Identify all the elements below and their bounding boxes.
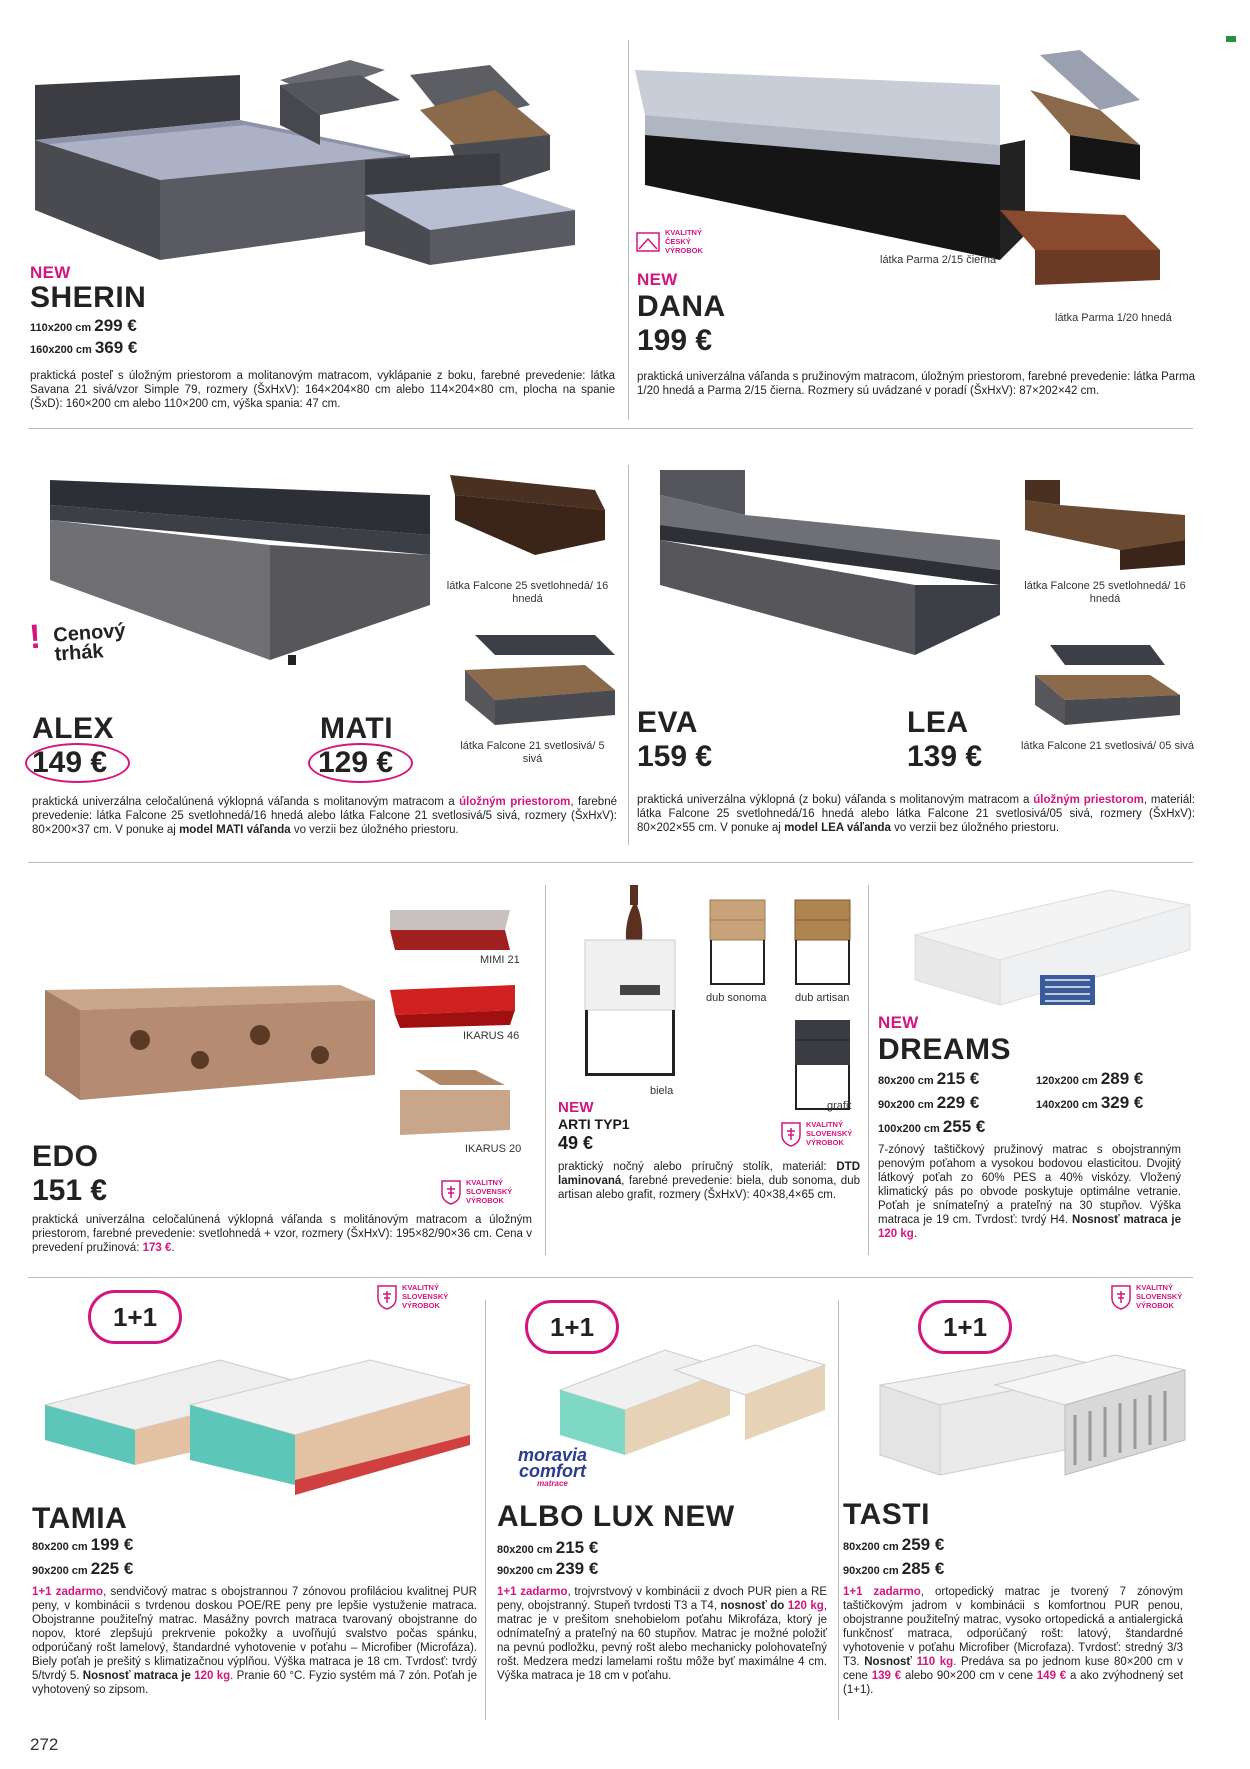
edo-ikarus46-image: [385, 980, 520, 1030]
dana-open-image: [1030, 50, 1140, 180]
divider: [545, 885, 546, 1255]
dana-fabric-caption-brown: látka Parma 1/20 hnedá: [1055, 312, 1172, 324]
arti-name: ARTI TYP1: [558, 1116, 630, 1132]
exclamation-icon: !: [28, 617, 43, 657]
edo-description: praktická univerzálna celočalúnená výklopná váľanda s molitánovým matracom a úložným priestorom, farebné prevedenie: svetlohnedá + vzor, rozmery (ŠxHxV): 195×82/90×36 cm. Cena v prevedení pružinová: 173 €.: [32, 1214, 532, 1254]
dreams-description: 7-zónový taštičkový pružinový matrac s obojstranným penovým poťahom a vysokou bodovou elasticitou. Dvojitý látkový poťah zo 60% PES a 40% viskózy. Vložený klimatický pás po obvode poskytuje optimálne vetranie. Poťah je snímateľný a prateľný na 30 stupňov. Výška matraca je 19 cm. Tvrdosť: tvrdý H4. Nosnosť matraca je 120 kg.: [878, 1144, 1181, 1240]
albo-price-row-2: 90x200 cm 239 €: [497, 1559, 599, 1578]
slovak-product-icon: [376, 1284, 398, 1310]
divider: [838, 1300, 839, 1720]
tasti-price-row-1: 80x200 cm 259 €: [843, 1535, 945, 1554]
eva-bed-image: [655, 465, 1010, 665]
mati-name: MATI: [320, 712, 394, 745]
tamia-description: 1+1 zadarmo, sendvičový matrac s obojstrannou 7 zónovou profiláciou kvalitnej PUR peny, v kombinácii s tvrdenou doskou POE/RE peny pre lepšie vystuženie matraca. Obojstranne použiteľný matrac. Masážny povrch matraca tvarovaný obojstranne do nopov, ktoré zlepšujú prekrvenie pokožky a uvoľňujú svalstvo počas spánku, odporúčaný rošt lamelový, štandardné vyhotovenie v poťahu – Microfiber (Microfáza). Biely poťah je prešitý s klimatizačnou výplňou. Výška matraca je 18 cm. Tvrdosť: tvrdý 5/tvrdý 5. Nosnosť matraca je 120 kg. Pranie 60 °C. Fyzio systém má 7 zón. Poťah je vyhotovený so zipsom.: [32, 1586, 477, 1696]
edo-price: 151 €: [32, 1174, 108, 1207]
tasti-price-row-2: 90x200 cm 285 €: [843, 1559, 945, 1578]
lea-name: LEA: [907, 706, 969, 739]
lea-open-storage-image: [1030, 640, 1180, 730]
lea-price: 139 €: [907, 740, 983, 773]
divider: [28, 862, 1193, 863]
tamia-mattress-image: [40, 1345, 475, 1500]
tamia-quality-badge: KVALITNÝ SLOVENSKÝ VÝROBOK: [376, 1283, 448, 1310]
slovak-product-icon: [440, 1179, 462, 1205]
dana-new-label: NEW: [637, 270, 678, 289]
tamia-name: TAMIA: [32, 1502, 128, 1535]
arti-caption-grafit: grafit: [827, 1100, 852, 1112]
cenovy-trhak-label: ! Cenový trhák: [28, 617, 127, 666]
sherin-description: praktická posteľ s úložným priestorom a molitanovým matracom, vyklápanie z boku, farebné prevedenie: látka Savana 21 sivá/vzor Simple 79, rozmery (ŠxHxV): 164×204×80 cm alebo 114×204×80 cm, plocha na spanie (ŠxD): 160×200 cm alebo 110×200 cm, výška spania: 47 cm.: [30, 370, 615, 410]
dreams-name: DREAMS: [878, 1033, 1012, 1066]
dana-name: DANA: [637, 290, 726, 323]
tamia-price-row-2: 90x200 cm 225 €: [32, 1559, 134, 1578]
dreams-new-label: NEW: [878, 1013, 919, 1032]
page-number: 272: [30, 1735, 59, 1754]
alex-price: 149 €: [32, 746, 108, 779]
arti-caption-biela: biela: [650, 1085, 674, 1097]
divider: [628, 465, 629, 845]
edo-ikarus20-image: [395, 1065, 520, 1145]
moravia-comfort-logo: moravia comfort matrace: [517, 1445, 588, 1488]
albo-name: ALBO LUX NEW: [497, 1500, 735, 1533]
edo-mimi-image: [385, 905, 515, 955]
czech-product-icon: [635, 231, 661, 253]
dreams-price-row-3: 90x200 cm 229 €: [878, 1093, 980, 1112]
edo-caption-mimi: MIMI 21: [480, 954, 520, 966]
arti-description: praktický nočný alebo príručný stolík, materiál: DTD laminovaná, farebné prevedenie: biela, dub sonoma, dub artisan alebo grafit, rozmery (ŠxHxV): 40×38,4×65 cm.: [558, 1161, 860, 1201]
dana-fabric-caption-black: látka Parma 2/15 čierna: [880, 254, 997, 266]
sherin-new-label: NEW: [30, 263, 71, 282]
arti-artisan-table-image: [790, 895, 855, 990]
sherin-bed-image: [30, 45, 620, 270]
edo-name: EDO: [32, 1140, 99, 1173]
dana-description: praktická univerzálna váľanda s pružinovým matracom, úložným priestorom, farebné prevedenie: látka Parma 1/20 hnedá a Parma 2/15 čierna. Rozmery sú uvádzané v poradí (ŠxHxV): 87×202×42 cm.: [637, 371, 1195, 397]
arti-caption-artisan: dub artisan: [795, 992, 850, 1004]
albo-description: 1+1 zadarmo, trojvrstvový v kombinácii z dvoch PUR pien a RE peny, obojstranný. Stupeň tvrdosti T3 a T4, nosnosť do 120 kg, matrac je v prešitom snehobielom poťahu Mikrofáza, ktorý je odnímateľný a prateľný na 60 stupňov. Matrac je možné položiť na pevnú podložku, pevný rošt alebo mechanicky polohovateľný rošt. Medzera medzi lamelami roštu môže byť maximálne 4 cm. Výška matraca je 18 cm v poťahu.: [497, 1586, 828, 1682]
edo-caption-ikarus46: IKARUS 46: [463, 1030, 520, 1042]
slovak-product-icon: [780, 1121, 802, 1147]
eva-price: 159 €: [637, 740, 713, 773]
lea-fabric-caption-grey: látka Falcone 21 svetlosivá/ 05 sivá: [1020, 740, 1195, 752]
divider: [28, 1277, 1193, 1278]
dana-price: 199 €: [637, 324, 713, 357]
alex-fabric-caption-grey: látka Falcone 21 svetlosivá/ 5 sivá: [460, 740, 605, 765]
lea-brown-image: [1020, 475, 1185, 575]
divider: [868, 885, 869, 1255]
arti-sonoma-table-image: [705, 895, 770, 990]
tasti-mattress-image: [875, 1345, 1190, 1495]
alex-name: ALEX: [32, 712, 115, 745]
edo-bed-image: [40, 980, 380, 1105]
dreams-mattress-image: [910, 885, 1195, 1035]
dreams-price-row-2: 120x200 cm 289 €: [1036, 1069, 1144, 1088]
eva-description: praktická univerzálna výklopná (z boku) váľanda s molitanovým matracom a úložným priestorom, materiál: látka Falcone 25 svetlohnedá/16 hnedá alebo látka Falcone 21 svetlosivá/05 sivá, rozmery (ŠxHxV): 80×202×55 cm. V ponuke aj model LEA váľanda vo verzii bez úložného priestoru.: [637, 794, 1195, 834]
sherin-name: SHERIN: [30, 281, 147, 314]
albo-price-row-1: 80x200 cm 215 €: [497, 1538, 599, 1557]
albo-1plus1-badge: 1+1: [525, 1300, 619, 1354]
arti-price: 49 €: [558, 1133, 594, 1153]
sherin-price-row-2: 160x200 cm 369 €: [30, 338, 138, 357]
eva-name: EVA: [637, 706, 698, 739]
lea-fabric-caption-brown: látka Falcone 25 svetlohnedá/ 16 hnedá: [1024, 580, 1186, 605]
divider: [485, 1300, 486, 1720]
tamia-price-row-1: 80x200 cm 199 €: [32, 1535, 134, 1554]
dreams-price-row-4: 140x200 cm 329 €: [1036, 1093, 1144, 1112]
alex-brown-image: [445, 470, 610, 560]
tamia-1plus1-badge: 1+1: [88, 1290, 182, 1344]
alex-open-storage-image: [455, 630, 620, 730]
mati-price: 129 €: [318, 746, 394, 779]
tasti-description: 1+1 zadarmo, ortopedický matrac je tvorený 7 zónovým taštičkovým jadrom v kombinácii s komfortnou PUR penou, obojstranne použiteľný matrac, vysoko ortopedická a antialergická funkčnosť matraca, odporúčaný rošt: latový, štandardné vyhotovenie v poťahu Microfiber (Microfaza). Tvrdosť: stredný 3/3 T3. Nosnosť 110 kg. Predáva sa po jednom kuse 80×200 cm v cene 139 € alebo 90×200 cm v cene 149 € a ako zvýhodnený set (1+1).: [843, 1586, 1184, 1696]
dana-brown-image: [1000, 210, 1160, 285]
divider: [628, 40, 629, 420]
divider: [28, 428, 1193, 429]
arti-quality-badge: KVALITNÝ SLOVENSKÝ VÝROBOK: [780, 1120, 852, 1147]
arti-new-label: NEW: [558, 1099, 594, 1116]
corner-mark-icon: [1226, 36, 1236, 42]
slovak-product-icon: [1110, 1284, 1132, 1310]
arti-caption-sonoma: dub sonoma: [706, 992, 767, 1004]
sherin-price-row-1: 110x200 cm 299 €: [30, 316, 137, 335]
edo-caption-ikarus20: IKARUS 20: [465, 1143, 522, 1155]
edo-quality-badge: KVALITNÝ SLOVENSKÝ VÝROBOK: [440, 1178, 512, 1205]
alex-fabric-caption-brown: látka Falcone 25 svetlohnedá/ 16 hnedá: [446, 580, 609, 605]
arti-white-table-image: [575, 880, 685, 1080]
tasti-1plus1-badge: 1+1: [918, 1300, 1012, 1354]
dana-quality-badge: KVALITNÝ ČESKÝ VÝROBOK: [635, 228, 703, 255]
tasti-name: TASTI: [843, 1498, 930, 1531]
dreams-price-row-5: 100x200 cm 255 €: [878, 1117, 986, 1136]
alex-description: praktická univerzálna celočalúnená výklopná váľanda s molitanovým matracom a úložným priestorom, farebné prevedenie: látka Falcone 25 svetlohnedá/16 hnedá alebo látka Falcone 21 svetlosivá/5 sivá, rozmery (ŠxHxV): 80×200×37 cm. V ponuke aj model MATI váľanda vo verzii bez úložného priestoru.: [32, 796, 617, 836]
dreams-price-row-1: 80x200 cm 215 €: [878, 1069, 980, 1088]
tasti-quality-badge: KVALITNÝ SLOVENSKÝ VÝROBOK: [1110, 1283, 1182, 1310]
